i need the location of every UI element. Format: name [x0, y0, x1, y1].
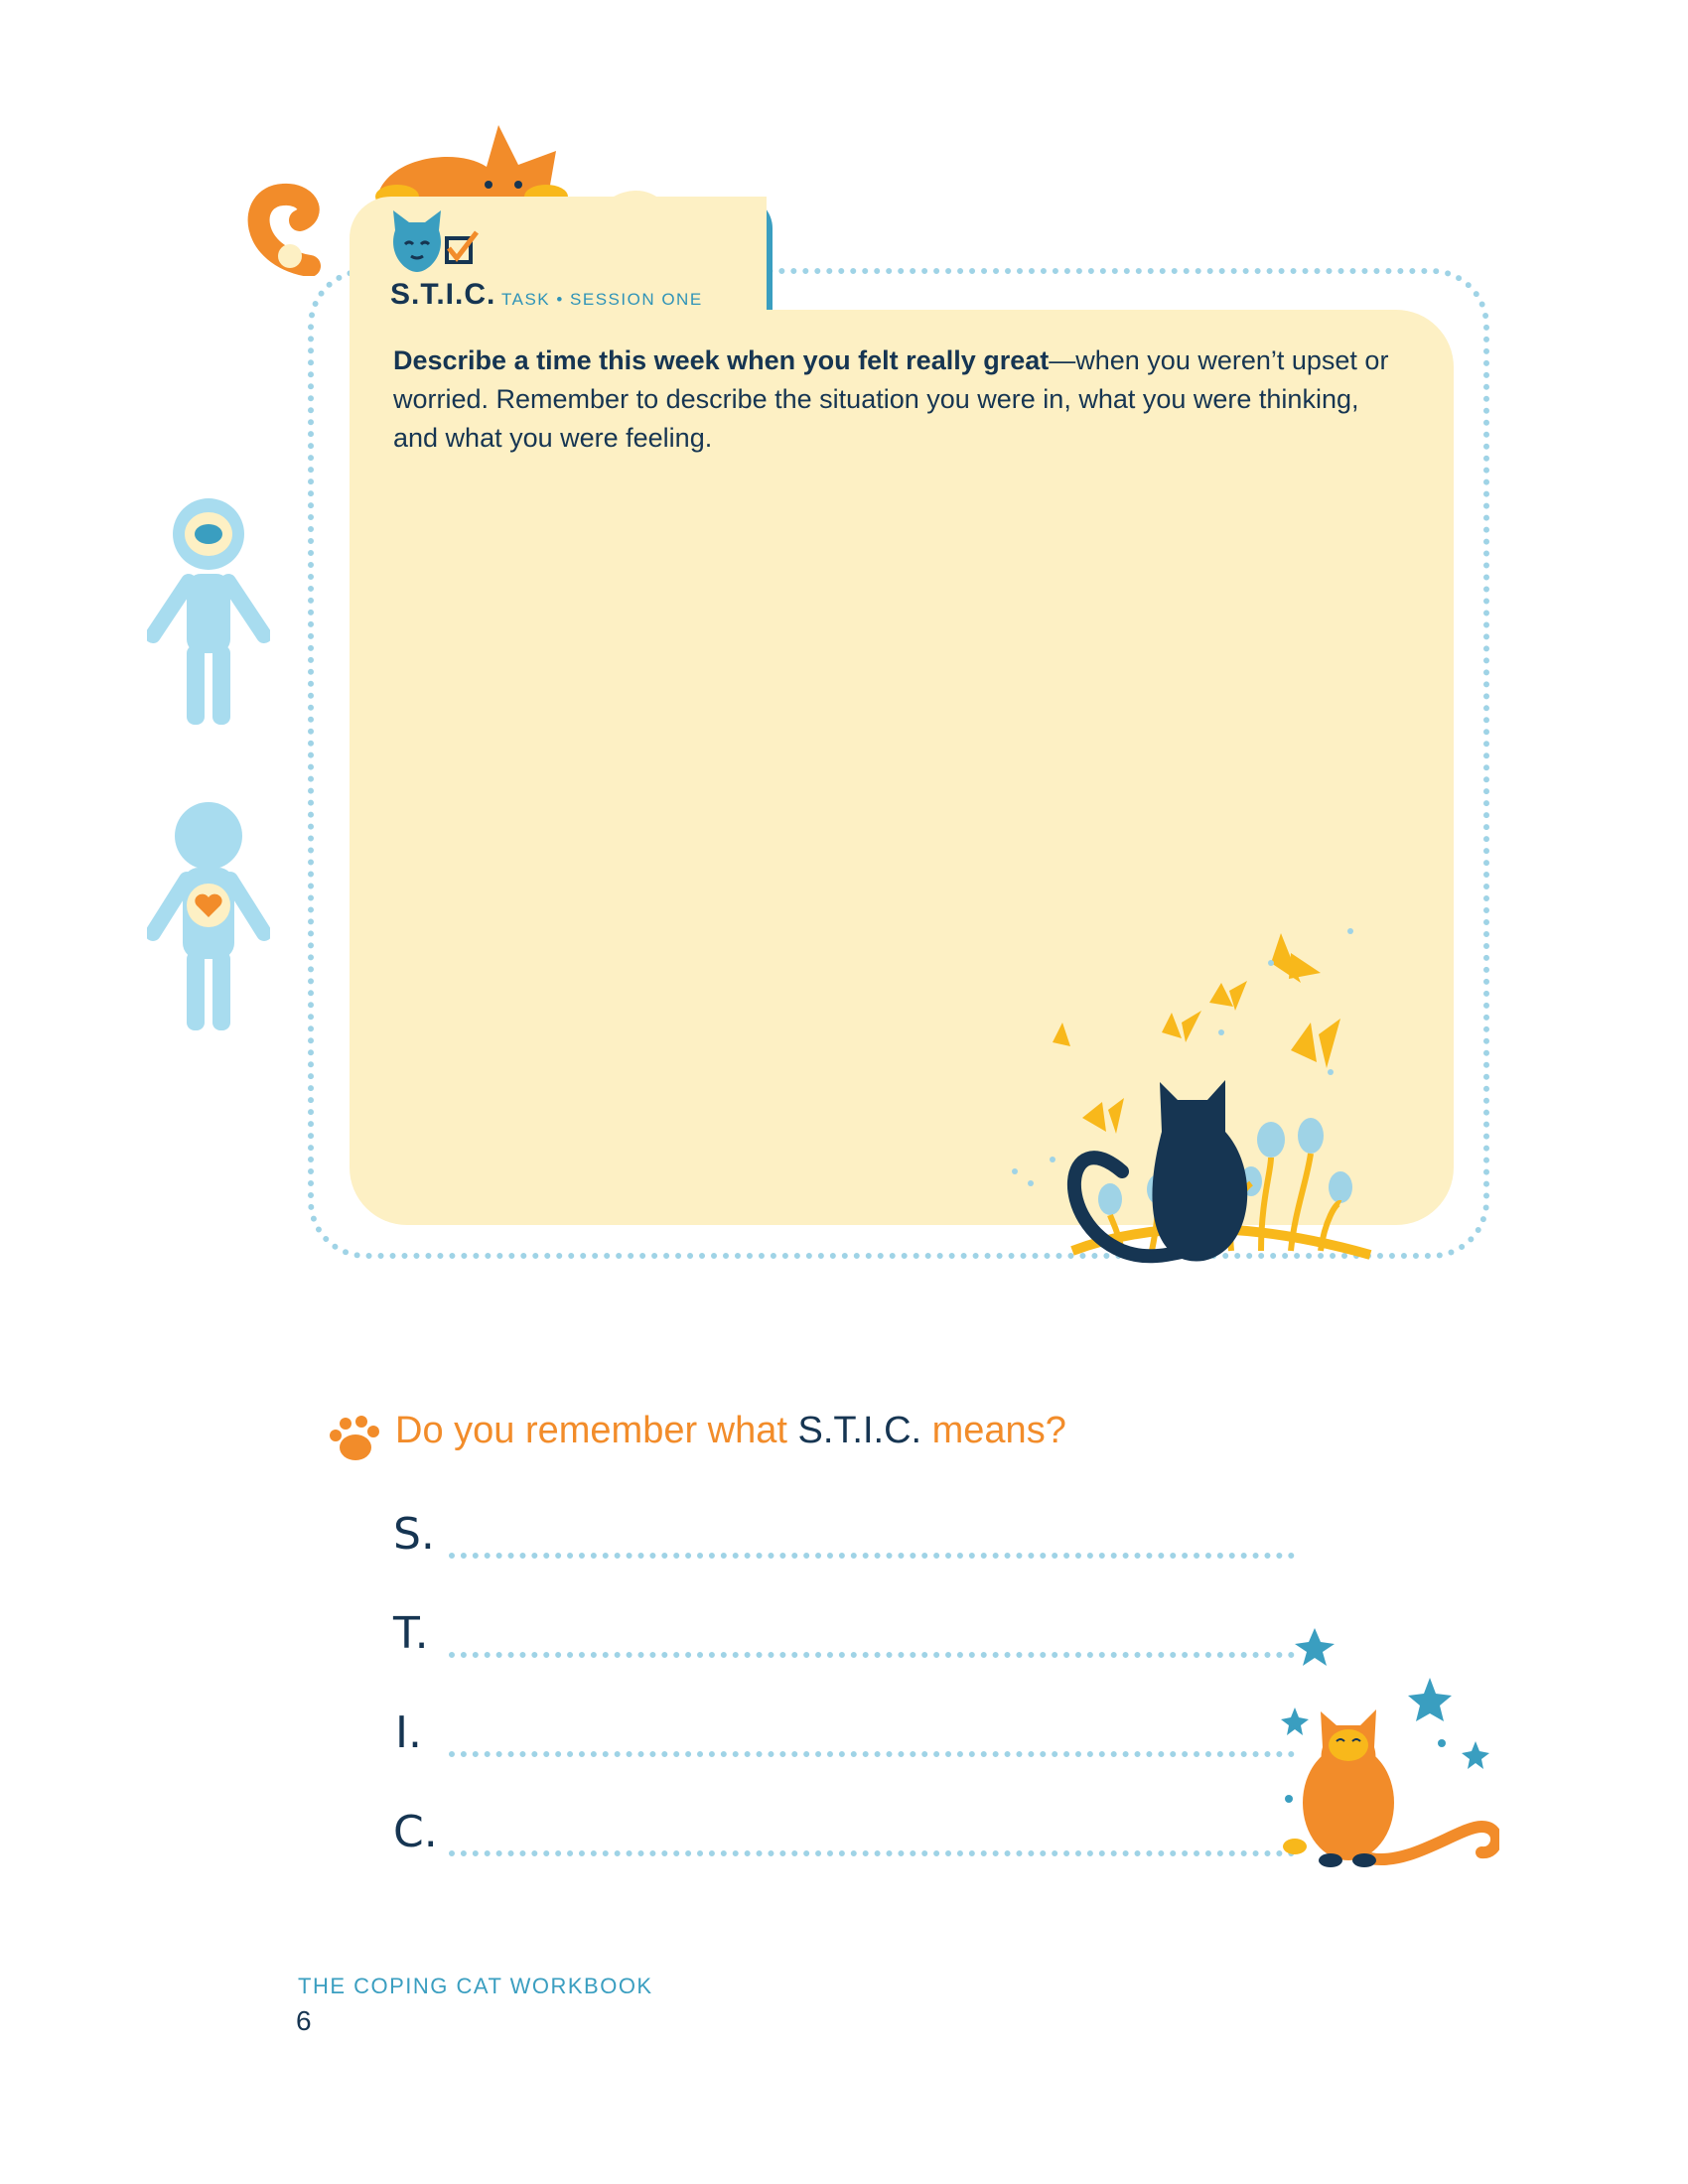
stic-letter-s: S.	[393, 1509, 435, 1560]
stic-cat-check-icon	[387, 210, 487, 280]
prompt-bold: Describe a time this week when you felt really great	[393, 345, 1050, 375]
page-number: 6	[296, 2005, 312, 2036]
question-before: Do you remember what	[395, 1410, 798, 1451]
stic-letter-c: C.	[393, 1807, 438, 1857]
cat-stars-icon	[1271, 1628, 1499, 1886]
answer-line-c[interactable]	[449, 1850, 1295, 1856]
stic-letter-t: T.	[393, 1608, 429, 1659]
task-session-label: TASK • SESSION ONE	[501, 290, 703, 309]
answer-line-s[interactable]	[449, 1553, 1295, 1559]
stic-logo-text: S.T.I.C.	[390, 278, 496, 311]
paw-icon	[328, 1416, 379, 1463]
feeling-body-icon	[147, 802, 270, 1036]
cat-butterflies-icon	[973, 923, 1410, 1291]
question-after: means?	[921, 1410, 1066, 1451]
prompt-rest: —when you weren’t upset or worried. Remember to describe the situation you were in, what you were thinking, and what you were feeling.	[393, 345, 1389, 453]
stic-question	[395, 1410, 1066, 1452]
thought-body-icon	[147, 496, 270, 731]
answer-line-i[interactable]	[449, 1751, 1295, 1757]
question-middle: S.T.I.C.	[797, 1410, 922, 1451]
stic-letter-i: I.	[395, 1707, 422, 1758]
answer-line-t[interactable]	[449, 1652, 1295, 1658]
footer-book-title: THE COPING CAT WORKBOOK	[298, 1974, 653, 1998]
task-prompt	[393, 341, 1396, 458]
